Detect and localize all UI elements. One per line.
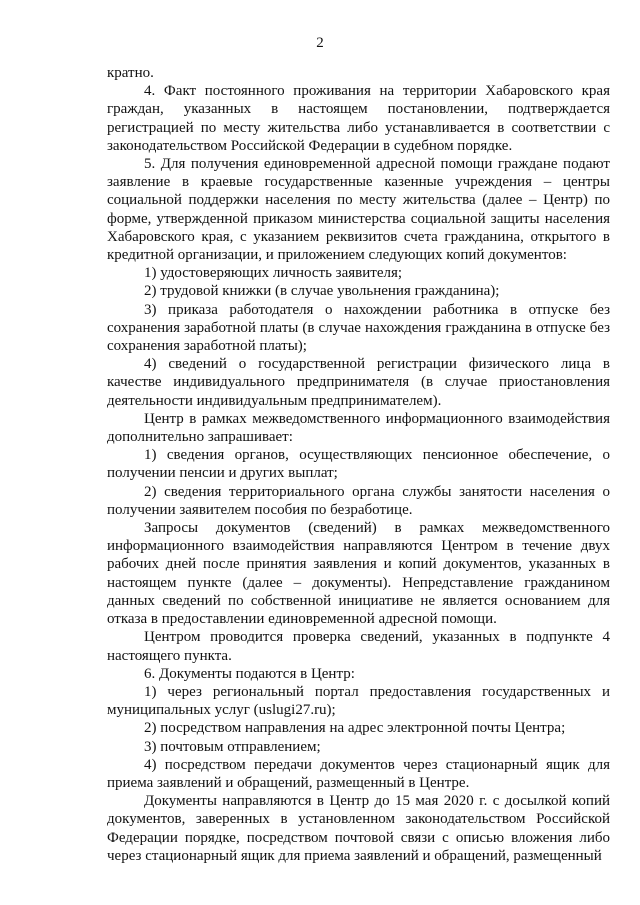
paragraph-item-5: 5. Для получения единовременной адресной помощи граждане подают заявление в краевые государственные казенные учреждения – центры социальной поддержки населения по месту жительства (далее – Центр) по форме, утвержденной приказом министерства социальной защиты населения Хабаровского края, с указанием реквизитов счета гражданина, открытого в кредитной организации, и приложением следующих копий документов:: [107, 156, 610, 264]
list-item: 2) посредством направления на адрес электронной почты Центра;: [144, 720, 566, 737]
paragraph-item-6: 6. Документы подаются в Центр:: [144, 665, 355, 682]
paragraph: Запросы документов (сведений) в рамках межведомственного информационного взаимодействия направляются Центром в течение двух рабочих дней после принятия заявления и копий документов, указанных в настоящем пункте (далее – документы). Непредставление гражданином данных сведений по собственной инициативе не является основанием для отказа в предоставлении единовременной адресной помощи.: [107, 520, 610, 628]
list-item: 2) трудовой книжки (в случае увольнения гражданина);: [144, 283, 500, 300]
paragraph: Центр в рамках межведомственного информационного взаимодействия дополнительно запрашивает:: [107, 410, 610, 446]
document-body: [107, 64, 610, 865]
list-item: 2) сведения территориального органа службы занятости населения о получении заявителем пособия по безработице.: [107, 483, 610, 518]
list-item: 3) почтовым отправлением;: [144, 738, 321, 755]
paragraph-item-4: 4. Факт постоянного проживания на территории Хабаровского края граждан, указанных в настоящем постановлении, подтверждается регистрацией по месту жительства либо устанавливается в соответствии с законодательством Российской Федерации в судебном порядке.: [107, 83, 610, 154]
paragraph: Документы направляются в Центр до 15 мая 2020 г. с досылкой копий документов, заверенных в установленном законодательством Российской Федерации порядке, посредством почтовой связи с описью вложения либо через стационарный ящик для приема заявлений и обращений, размещенный: [107, 793, 610, 864]
list-item: 4) посредством передачи документов через стационарный ящик для приема заявлений и обращений, размещенный в Центре.: [107, 756, 610, 791]
list-item: 1) сведения органов, осуществляющих пенсионное обеспечение, о получении пенсии и других выплат;: [107, 447, 610, 482]
list-item: 4) сведений о государственной регистрации физического лица в качестве индивидуального предпринимателя (в случае приостановления деятельности индивидуальным предпринимателем).: [107, 356, 610, 409]
list-item: 3) приказа работодателя о нахождении работника в отпуске без сохранения заработной платы (в случае нахождения гражданина в отпуске без сохранения заработной платы);: [107, 301, 610, 355]
paragraph: Центром проводится проверка сведений, указанных в подпункте 4 настоящего пункта.: [107, 629, 610, 664]
list-item: 1) удостоверяющих личность заявителя;: [144, 265, 403, 282]
list-item: 1) через региональный портал предоставления государственных и муниципальных услуг (uslugi27.ru);: [107, 683, 610, 719]
page-number: 2: [316, 35, 324, 51]
paragraph-continuation: кратно.: [107, 65, 154, 81]
